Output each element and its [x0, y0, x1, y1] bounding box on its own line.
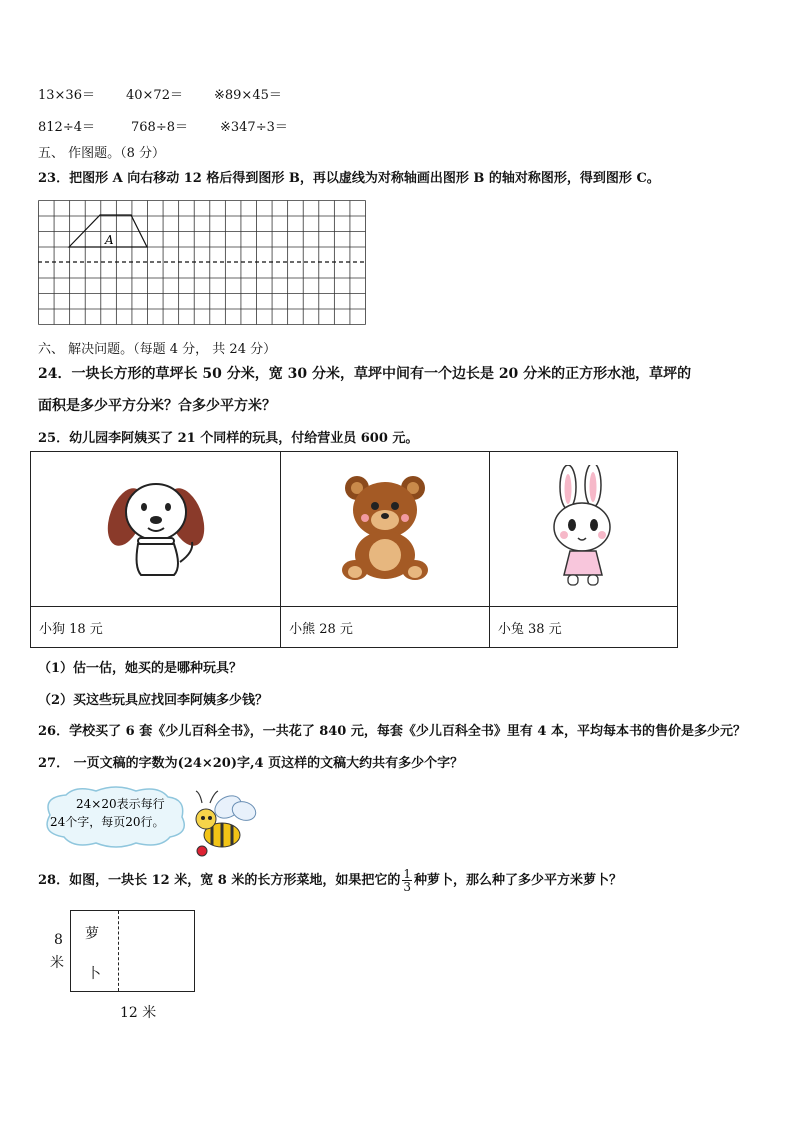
section-6-heading: 六、 解决问题。（每题 4 分， 共 24 分）	[38, 342, 277, 357]
question-28-after: 种萝卜，那么种了多少平方米萝卜？	[413, 873, 622, 888]
calc-2: 40×72＝	[126, 88, 183, 103]
calc-5: 768÷8＝	[131, 120, 188, 135]
question-23: 23．把图形 A 向右移动 12 格后得到图形 B，再以虚线为对称轴画出图形 B 的轴对称图形，得到图形 C。	[38, 171, 660, 186]
question-26: 26．学校买了 6 套《少儿百科全书》，一共花了 840 元，每套《少儿百科全书》里有 4 本，平均每本书的售价是多少元？	[38, 724, 746, 739]
bear-icon	[335, 470, 435, 585]
bee-icon	[196, 791, 258, 856]
calc-4: 812÷4＝	[38, 120, 95, 135]
cloud-line1: 24×20表示每行	[76, 797, 165, 811]
question-25: 25．幼儿园李阿姨买了 21 个同样的玩具，付给营业员 600 元。	[38, 431, 419, 446]
question-25-sub1: （1）估一估，她买的是哪种玩具？	[38, 661, 243, 676]
toy-label-dog: 小狗 18 元	[31, 607, 281, 648]
side-label-num: 8	[54, 932, 63, 948]
field-char-2: 卜	[87, 966, 101, 982]
question-24-line2: 面积是多少平方分米？合多少平方米？	[38, 398, 276, 414]
thought-cloud	[36, 785, 261, 860]
toys-table	[30, 451, 678, 648]
toy-label-rabbit: 小兔 38 元	[489, 607, 677, 648]
vegetable-field	[70, 910, 195, 992]
toy-cell-bear	[281, 452, 490, 607]
question-28	[38, 868, 622, 893]
toy-cell-rabbit	[489, 452, 677, 607]
dog-icon	[96, 472, 216, 582]
bottom-label: 12 米	[120, 1005, 157, 1021]
rabbit-icon	[538, 465, 628, 590]
question-27: 27． 一页文稿的字数为(24×20)字,4 页这样的文稿大约共有多少个字？	[38, 756, 464, 771]
fraction-denominator: 3	[403, 880, 411, 894]
question-24-line1: 24．一块长方形的草坪长 50 分米，宽 30 分米，草坪中间有一个边长是 20 分米的正方形水池，草坪的	[38, 366, 692, 382]
side-label-unit: 米	[50, 955, 64, 971]
dividing-line	[118, 911, 119, 991]
question-25-sub2: （2）买这些玩具应找回李阿姨多少钱？	[38, 693, 269, 708]
calc-1: 13×36＝	[38, 88, 95, 103]
calc-3: ※89×45＝	[214, 88, 282, 103]
shape-a-label: A	[105, 233, 114, 247]
toy-label-bear: 小熊 28 元	[281, 607, 490, 648]
toy-cell-dog	[31, 452, 281, 607]
fraction-numerator: 1	[403, 867, 411, 881]
grid-figure	[38, 200, 366, 326]
cloud-line2: 24个字，每页20行。	[50, 815, 165, 829]
question-28-before: 28．如图，一块长 12 米，宽 8 米的长方形菜地，如果把它的	[38, 873, 401, 888]
fraction-one-third	[402, 868, 412, 893]
field-char-1: 萝	[85, 926, 99, 942]
section-5-heading: 五、 作图题。（8 分）	[38, 146, 166, 161]
calc-6: ※347÷3＝	[220, 120, 288, 135]
